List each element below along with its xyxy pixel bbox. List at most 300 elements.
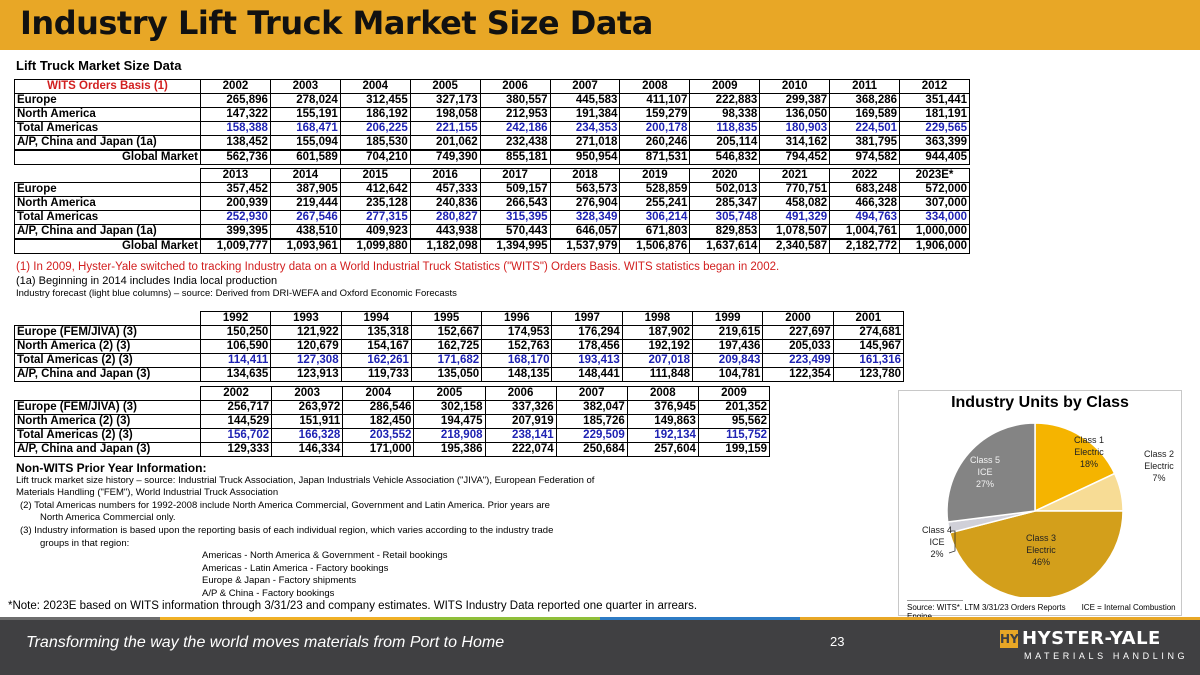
chart-title: Industry Units by Class	[951, 394, 1129, 411]
year-header: 1997	[552, 312, 622, 326]
value-cell: 314,162	[760, 136, 830, 151]
value-cell: 192,134	[627, 429, 698, 443]
table-row	[15, 136, 970, 151]
value-cell: 704,210	[340, 150, 410, 165]
table-row	[15, 211, 970, 225]
value-cell: 794,452	[760, 150, 830, 165]
year-header: 1993	[271, 312, 341, 326]
value-cell: 145,967	[833, 340, 903, 354]
slice-label: Electric	[1026, 545, 1056, 555]
value-cell: 443,938	[410, 225, 480, 240]
row-label: North America (2) (3)	[15, 340, 201, 354]
year-header: 2023E*	[900, 169, 970, 183]
table-row	[15, 94, 970, 108]
row-label: A/P, China and Japan (1a)	[15, 136, 201, 151]
nonwits-line: Europe & Japan - Factory shipments	[202, 575, 357, 587]
slice-label: 46%	[1031, 557, 1051, 567]
value-cell: 229,565	[900, 122, 970, 136]
value-cell: 412,642	[340, 183, 410, 197]
value-cell: 267,546	[270, 211, 340, 225]
row-label: Total Americas	[15, 122, 201, 136]
table-row	[15, 239, 970, 254]
value-cell: 169,589	[830, 108, 900, 122]
value-cell: 161,316	[833, 354, 903, 368]
year-header: 1995	[411, 312, 481, 326]
year-header: 2013	[201, 169, 271, 183]
value-cell: 1,099,880	[340, 239, 410, 254]
value-cell: 162,725	[411, 340, 481, 354]
value-cell: 286,546	[343, 401, 414, 415]
value-cell: 1,537,979	[550, 239, 620, 254]
value-cell: 185,530	[340, 136, 410, 151]
value-cell: 114,411	[201, 354, 271, 368]
value-cell: 155,191	[270, 108, 340, 122]
year-header: 2005	[414, 387, 485, 401]
year-header: 1996	[482, 312, 552, 326]
row-label: Total Americas (2) (3)	[15, 429, 201, 443]
year-header: 2014	[270, 169, 340, 183]
year-header: 2012	[900, 80, 970, 94]
value-cell: 257,604	[627, 443, 698, 457]
value-cell: 562,736	[201, 150, 271, 165]
value-cell: 123,913	[271, 368, 341, 382]
table-row	[15, 429, 770, 443]
section-title: Lift Truck Market Size Data	[16, 58, 182, 73]
year-header: 2006	[485, 387, 556, 401]
wits-table-2002-2012	[14, 79, 970, 165]
value-cell: 185,726	[556, 415, 627, 429]
industry-units-chart	[898, 390, 1182, 616]
value-cell: 181,191	[900, 108, 970, 122]
year-header: 2018	[550, 169, 620, 183]
table-row	[15, 150, 970, 165]
table-row	[15, 354, 904, 368]
value-cell: 129,333	[201, 443, 272, 457]
value-cell: 2,182,772	[830, 239, 900, 254]
slice-label: Electric	[1074, 447, 1104, 457]
value-cell: 149,863	[627, 415, 698, 429]
value-cell: 194,475	[414, 415, 485, 429]
value-cell: 156,702	[201, 429, 272, 443]
value-cell: 305,748	[690, 211, 760, 225]
year-header: 2000	[763, 312, 833, 326]
value-cell: 387,905	[270, 183, 340, 197]
nonwits-line: (2) Total Americas numbers for 1992-2008 include North America Commercial, Government and Latin America. Prior years are	[20, 499, 550, 511]
value-cell: 111,848	[622, 368, 692, 382]
value-cell: 683,248	[830, 183, 900, 197]
value-cell: 274,681	[833, 326, 903, 340]
table-row	[15, 443, 770, 457]
logo-name: HYSTER-YALE	[1022, 628, 1161, 649]
value-cell: 399,395	[201, 225, 271, 240]
value-cell: 280,827	[410, 211, 480, 225]
value-cell: 380,557	[480, 94, 550, 108]
nonwits-line: (3) Industry information is based upon the reporting basis of each individual region, which varies according to the industry trade	[20, 524, 554, 536]
slice-label: Class 3	[1025, 533, 1057, 543]
year-header: 2021	[760, 169, 830, 183]
value-cell: 120,679	[271, 340, 341, 354]
value-cell: 1,182,098	[410, 239, 480, 254]
value-cell: 138,452	[201, 136, 271, 151]
value-cell: 218,908	[414, 429, 485, 443]
value-cell: 974,582	[830, 150, 900, 165]
hyster-yale-logo	[1000, 628, 1190, 668]
value-cell: 299,387	[760, 94, 830, 108]
value-cell: 457,333	[410, 183, 480, 197]
row-label: Europe	[15, 183, 201, 197]
table-row	[15, 183, 970, 197]
value-cell: 277,315	[340, 211, 410, 225]
value-cell: 1,394,995	[480, 239, 550, 254]
value-cell: 150,250	[201, 326, 271, 340]
row-label: Global Market	[15, 239, 201, 254]
value-cell: 219,615	[693, 326, 763, 340]
logo-mark: HY	[1000, 632, 1019, 646]
value-cell: 136,050	[760, 108, 830, 122]
value-cell: 502,013	[690, 183, 760, 197]
value-cell: 276,904	[550, 197, 620, 211]
value-cell: 232,438	[480, 136, 550, 151]
nonwits-line: A/P & China - Factory bookings	[202, 587, 335, 599]
year-header: 2022	[830, 169, 900, 183]
value-cell: 445,583	[550, 94, 620, 108]
year-header: 2007	[556, 387, 627, 401]
value-cell: 1,906,000	[900, 239, 970, 254]
value-cell: 1,000,000	[900, 225, 970, 240]
slice-label: ICE	[977, 467, 993, 477]
value-cell: 829,853	[690, 225, 760, 240]
year-header: 2020	[690, 169, 760, 183]
value-cell: 302,158	[414, 401, 485, 415]
value-cell: 285,347	[690, 197, 760, 211]
nonwits-line: Lift truck market size history – source: Industrial Truck Association, Japan Industrials Vehicle Association ("JIVA"), European Federation of	[16, 474, 595, 486]
value-cell: 224,501	[830, 122, 900, 136]
value-cell: 409,923	[340, 225, 410, 240]
value-cell: 256,717	[201, 401, 272, 415]
value-cell: 563,573	[550, 183, 620, 197]
year-header: 2001	[833, 312, 903, 326]
value-cell: 250,684	[556, 443, 627, 457]
nonwits-table-1992-2001	[14, 311, 904, 382]
header-label-cell	[15, 312, 201, 326]
value-cell: 180,903	[760, 122, 830, 136]
value-cell: 106,590	[201, 340, 271, 354]
row-label: North America (2) (3)	[15, 415, 201, 429]
value-cell: 207,018	[622, 354, 692, 368]
row-label: Total Americas (2) (3)	[15, 354, 201, 368]
value-cell: 151,911	[272, 415, 343, 429]
value-cell: 528,859	[620, 183, 690, 197]
value-cell: 193,413	[552, 354, 622, 368]
note-forecast: Industry forecast (light blue columns) – source: Derived from DRI-WEFA and Oxford Economic Forecasts	[16, 288, 457, 299]
value-cell: 601,589	[270, 150, 340, 165]
nonwits-info	[16, 462, 736, 601]
year-header: 2007	[550, 80, 620, 94]
year-header: 2019	[620, 169, 690, 183]
value-cell: 494,763	[830, 211, 900, 225]
year-header: 2016	[410, 169, 480, 183]
value-cell: 1,093,961	[270, 239, 340, 254]
value-cell: 376,945	[627, 401, 698, 415]
value-cell: 200,939	[201, 197, 271, 211]
year-header: 2004	[343, 387, 414, 401]
row-label: A/P, China and Japan (1a)	[15, 225, 201, 240]
value-cell: 135,318	[341, 326, 411, 340]
value-cell: 263,972	[272, 401, 343, 415]
value-cell: 306,214	[620, 211, 690, 225]
value-cell: 155,094	[270, 136, 340, 151]
nonwits-line: Americas - North America & Government - Retail bookings	[202, 550, 448, 562]
value-cell: 223,499	[763, 354, 833, 368]
footer	[0, 620, 1200, 675]
nonwits-title: Non-WITS Prior Year Information:	[16, 461, 207, 475]
value-cell: 219,444	[270, 197, 340, 211]
header-label-cell	[15, 387, 201, 401]
tagline: Transforming the way the world moves materials from Port to Home	[26, 634, 505, 651]
year-header: 1992	[201, 312, 271, 326]
value-cell: 307,000	[900, 197, 970, 211]
header-label-cell: WITS Orders Basis (1)	[15, 80, 201, 94]
value-cell: 382,047	[556, 401, 627, 415]
value-cell: 119,733	[341, 368, 411, 382]
value-cell: 221,155	[410, 122, 480, 136]
table-row	[15, 197, 970, 211]
value-cell: 646,057	[550, 225, 620, 240]
slice-label: ICE	[929, 537, 945, 547]
year-header: 2008	[627, 387, 698, 401]
year-header: 2003	[272, 387, 343, 401]
year-header: 2009	[690, 80, 760, 94]
nonwits-table-2002-2009	[14, 386, 770, 457]
row-label: A/P, China and Japan (3)	[15, 368, 201, 382]
value-cell: 278,024	[270, 94, 340, 108]
value-cell: 176,294	[552, 326, 622, 340]
year-header: 2002	[201, 80, 271, 94]
row-label: Global Market	[15, 150, 201, 165]
value-cell: 229,509	[556, 429, 627, 443]
note-1: (1) In 2009, Hyster-Yale switched to tracking Industry data on a World Industrial Truck Statistics ("WITS") Orders Basis. WITS statistics began in 2002.	[16, 261, 780, 273]
value-cell: 186,192	[340, 108, 410, 122]
value-cell: 234,353	[550, 122, 620, 136]
year-header: 2004	[340, 80, 410, 94]
value-cell: 168,471	[270, 122, 340, 136]
value-cell: 546,832	[690, 150, 760, 165]
value-cell: 98,338	[690, 108, 760, 122]
year-header: 1999	[693, 312, 763, 326]
value-cell: 1,009,777	[201, 239, 271, 254]
source-text: Source: WITS*. LTM 3/31/23 Orders Reports	[907, 603, 1066, 612]
value-cell: 206,225	[340, 122, 410, 136]
value-cell: 438,510	[270, 225, 340, 240]
table-row	[15, 108, 970, 122]
value-cell: 312,455	[340, 94, 410, 108]
row-label: North America	[15, 108, 201, 122]
value-cell: 146,334	[272, 443, 343, 457]
value-cell: 201,062	[410, 136, 480, 151]
year-header: 2010	[760, 80, 830, 94]
value-cell: 121,922	[271, 326, 341, 340]
value-cell: 134,635	[201, 368, 271, 382]
year-header: 2017	[480, 169, 550, 183]
value-cell: 337,326	[485, 401, 556, 415]
note-1a: (1a) Beginning in 2014 includes India local production	[16, 275, 278, 287]
value-cell: 187,902	[622, 326, 692, 340]
nonwits-line: Americas - Latin America - Factory bookings	[202, 562, 389, 574]
table-row	[15, 340, 904, 354]
value-cell: 266,543	[480, 197, 550, 211]
value-cell: 192,192	[622, 340, 692, 354]
value-cell: 357,452	[201, 183, 271, 197]
value-cell: 1,637,614	[690, 239, 760, 254]
value-cell: 171,000	[343, 443, 414, 457]
value-cell: 222,883	[690, 94, 760, 108]
value-cell: 950,954	[550, 150, 620, 165]
source-divider	[907, 600, 963, 601]
title-bar	[0, 0, 1200, 50]
page-number: 23	[830, 634, 845, 649]
row-label: North America	[15, 197, 201, 211]
value-cell: 95,562	[698, 415, 769, 429]
value-cell: 148,135	[482, 368, 552, 382]
value-cell: 509,157	[480, 183, 550, 197]
slice-label: Class 5	[969, 455, 1001, 465]
value-cell: 205,114	[690, 136, 760, 151]
slice-label: 18%	[1079, 459, 1099, 469]
value-cell: 201,352	[698, 401, 769, 415]
slice-label: 2%	[930, 549, 944, 559]
value-cell: 171,682	[411, 354, 481, 368]
value-cell: 154,167	[341, 340, 411, 354]
table-row	[15, 368, 904, 382]
value-cell: 144,529	[201, 415, 272, 429]
value-cell: 166,328	[272, 429, 343, 443]
value-cell: 242,186	[480, 122, 550, 136]
value-cell: 222,074	[485, 443, 556, 457]
value-cell: 252,930	[201, 211, 271, 225]
table-row	[15, 415, 770, 429]
value-cell: 115,752	[698, 429, 769, 443]
value-cell: 255,241	[620, 197, 690, 211]
value-cell: 212,953	[480, 108, 550, 122]
value-cell: 381,795	[830, 136, 900, 151]
year-header: 1994	[341, 312, 411, 326]
value-cell: 363,399	[900, 136, 970, 151]
table-row	[15, 122, 970, 136]
value-cell: 195,386	[414, 443, 485, 457]
value-cell: 148,441	[552, 368, 622, 382]
value-cell: 2,340,587	[760, 239, 830, 254]
year-header: 2011	[830, 80, 900, 94]
value-cell: 178,456	[552, 340, 622, 354]
value-cell: 191,384	[550, 108, 620, 122]
value-cell: 749,390	[410, 150, 480, 165]
slice-label: Class 1	[1073, 435, 1105, 445]
year-header: 1998	[622, 312, 692, 326]
value-cell: 411,107	[620, 94, 690, 108]
value-cell: 327,173	[410, 94, 480, 108]
slice-label: 27%	[975, 479, 995, 489]
row-label: Europe (FEM/JIVA) (3)	[15, 401, 201, 415]
value-cell: 466,328	[830, 197, 900, 211]
value-cell: 200,178	[620, 122, 690, 136]
year-header: 2002	[201, 387, 272, 401]
row-label: Europe (FEM/JIVA) (3)	[15, 326, 201, 340]
value-cell: 118,835	[690, 122, 760, 136]
slice-label: Class 2	[1143, 449, 1175, 459]
value-cell: 328,349	[550, 211, 620, 225]
value-cell: 315,395	[480, 211, 550, 225]
value-cell: 491,329	[760, 211, 830, 225]
value-cell: 1,506,876	[620, 239, 690, 254]
row-label: Total Americas	[15, 211, 201, 225]
value-cell: 104,781	[693, 368, 763, 382]
value-cell: 182,450	[343, 415, 414, 429]
logo-subtitle: MATERIALS HANDLING	[1024, 651, 1189, 661]
wits-table-2013-2023	[14, 168, 970, 254]
value-cell: 368,286	[830, 94, 900, 108]
nonwits-line: groups in that region:	[40, 537, 130, 549]
value-cell: 260,246	[620, 136, 690, 151]
value-cell: 198,058	[410, 108, 480, 122]
value-cell: 207,919	[485, 415, 556, 429]
value-cell: 147,322	[201, 108, 271, 122]
table-row	[15, 326, 904, 340]
row-label: A/P, China and Japan (3)	[15, 443, 201, 457]
year-header: 2006	[480, 80, 550, 94]
nonwits-line: Materials Handling ("FEM"), World Industrial Truck Association	[16, 487, 279, 499]
value-cell: 122,354	[763, 368, 833, 382]
value-cell: 168,170	[482, 354, 552, 368]
value-cell: 671,803	[620, 225, 690, 240]
table-row	[15, 225, 970, 240]
value-cell: 123,780	[833, 368, 903, 382]
slice-label: Class 4	[921, 525, 953, 535]
value-cell: 351,441	[900, 94, 970, 108]
row-label: Europe	[15, 94, 201, 108]
slice-label: 7%	[1152, 473, 1166, 483]
value-cell: 1,078,507	[760, 225, 830, 240]
value-cell: 871,531	[620, 150, 690, 165]
value-cell: 205,033	[763, 340, 833, 354]
year-header: 2009	[698, 387, 769, 401]
value-cell: 197,436	[693, 340, 763, 354]
value-cell: 158,388	[201, 122, 271, 136]
header-label-cell	[15, 169, 201, 183]
value-cell: 127,308	[271, 354, 341, 368]
value-cell: 162,261	[341, 354, 411, 368]
table-row	[15, 401, 770, 415]
value-cell: 238,141	[485, 429, 556, 443]
value-cell: 135,050	[411, 368, 481, 382]
year-header: 2003	[270, 80, 340, 94]
nonwits-line: North America Commercial only.	[40, 512, 176, 524]
value-cell: 199,159	[698, 443, 769, 457]
value-cell: 570,443	[480, 225, 550, 240]
footnote: *Note: 2023E based on WITS information through 3/31/23 and company estimates. WITS Industry Data reported one quarter in arrears.	[8, 600, 698, 612]
value-cell: 334,000	[900, 211, 970, 225]
value-cell: 240,836	[410, 197, 480, 211]
page-title: Industry Lift Truck Market Size Data	[20, 4, 653, 42]
value-cell: 770,751	[760, 183, 830, 197]
value-cell: 159,279	[620, 108, 690, 122]
value-cell: 152,667	[411, 326, 481, 340]
value-cell: 235,128	[340, 197, 410, 211]
year-header: 2005	[410, 80, 480, 94]
value-cell: 944,405	[900, 150, 970, 165]
value-cell: 458,082	[760, 197, 830, 211]
value-cell: 152,763	[482, 340, 552, 354]
value-cell: 203,552	[343, 429, 414, 443]
